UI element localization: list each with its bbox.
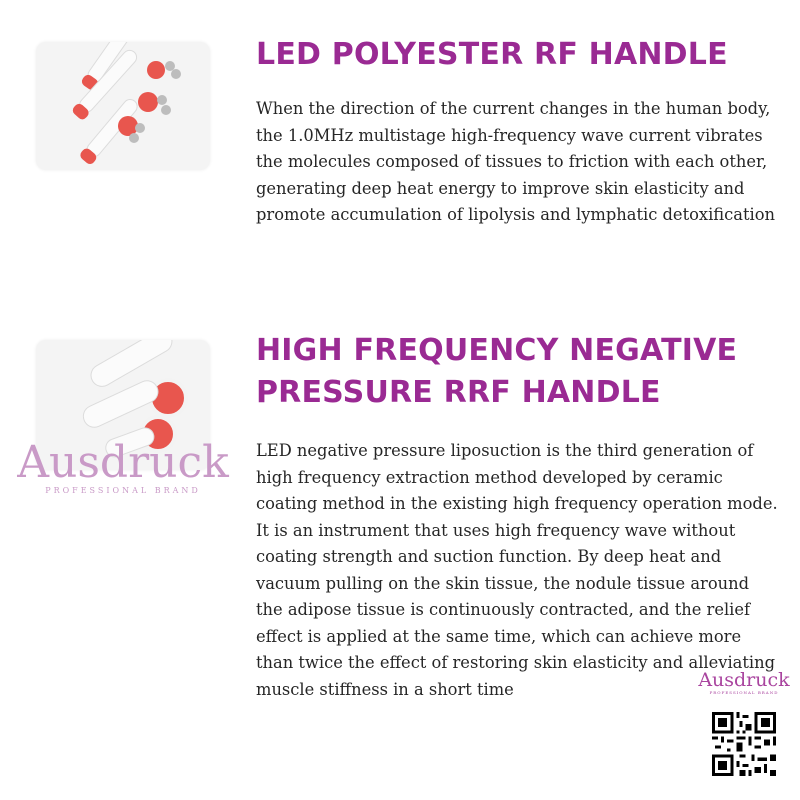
- watermark-wordmark: Ausdruck: [698, 669, 790, 691]
- product-image-rf-handle: [36, 42, 210, 170]
- watermark-tagline: PROFESSIONAL BRAND: [709, 690, 779, 695]
- watermark-logo-left: [10, 437, 236, 496]
- section-title-rrf-handle: HIGH FREQUENCY NEGATIVE PRESSURE RRF HANDLE: [256, 333, 738, 410]
- section-title-rf-handle: LED POLYESTER RF HANDLE: [256, 37, 728, 72]
- watermark-tagline: PROFESSIONAL BRAND: [45, 486, 201, 495]
- rf-handle-product-icon: [36, 42, 210, 170]
- watermark-wordmark: Ausdruck: [17, 437, 229, 488]
- qr-code-icon: [712, 712, 776, 776]
- watermark-logo-right: [696, 670, 792, 696]
- section-body-rrf-handle: LED negative pressure liposuction is the third generation of high frequency extraction method developed by ceramic coating method in the existing high frequency operation mode. It is an instrument that uses high frequency wave without coating strength and suction function. By deep heat and vacuum pulling on the skin tissue, the nodule tissue around the adipose tissue is continuously contracted, and the relief effect is applied at the same time, which can achieve more than twice the effect of restoring skin elasticity and alleviating muscle stiffness in a short time: [256, 441, 778, 699]
- qr-code: [712, 712, 776, 776]
- section-body-rf-handle: When the direction of the current changes in the human body, the 1.0MHz multistage high-frequency wave current vibrates the molecules composed of tissues to friction with each other, generating deep heat energy to improve skin elasticity and promote accumulation of lipolysis and lymphatic detoxification: [256, 99, 776, 224]
